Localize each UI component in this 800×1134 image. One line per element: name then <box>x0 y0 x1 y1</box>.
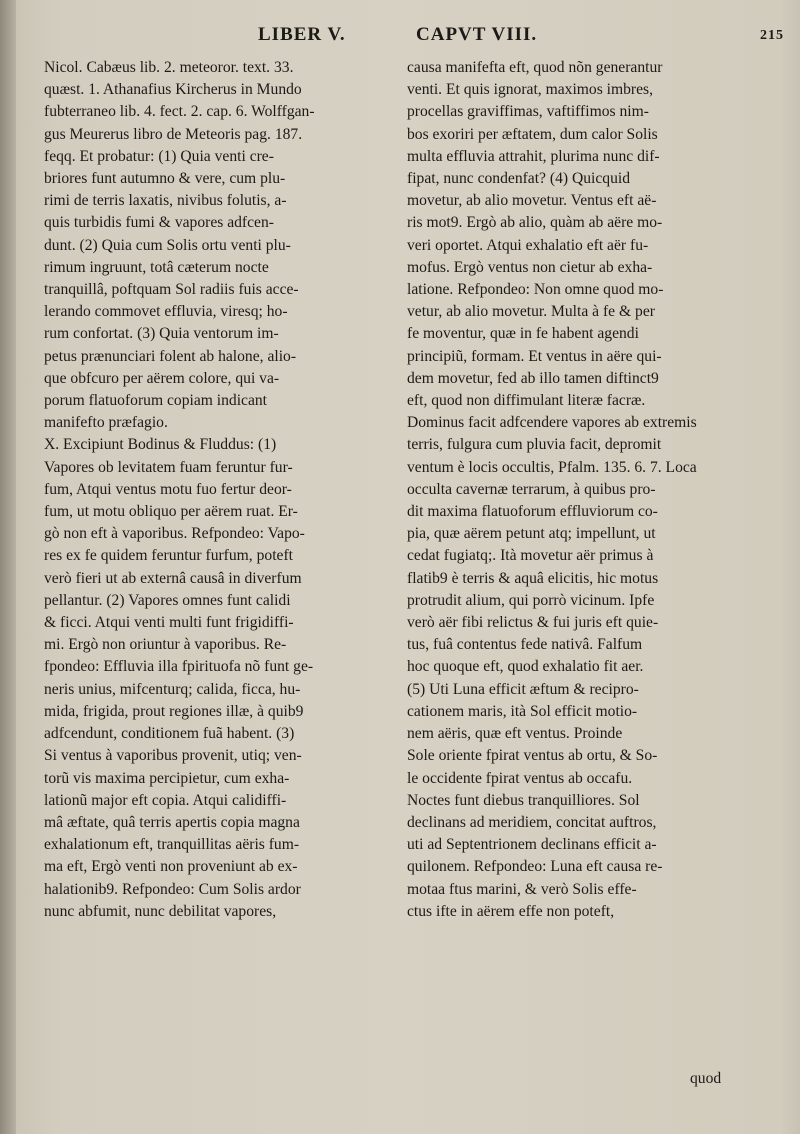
text-line: quilonem. Refpondeo: Luna eft causa re- <box>407 858 663 876</box>
text-line: feqq. Et probatur: (1) Quia venti cre- <box>44 147 274 165</box>
text-line: X. Excipiunt Bodinus & Fluddus: (1) <box>44 436 277 454</box>
text-line: ma eft, Ergò venti non proveniunt ab ex- <box>44 858 298 876</box>
text-line: lationũ major eft copia. Atqui calidiffi- <box>44 791 287 809</box>
text-line: principiũ, formam. Et ventus in aëre qui- <box>407 347 662 365</box>
text-line: flatib9 è terris & aquâ elicitis, hic motus <box>407 569 659 587</box>
text-line: mi. Ergò non oriuntur à vaporibus. Re- <box>44 636 287 654</box>
text-line: pia, quæ aërem petunt atq; impellunt, ut <box>407 525 656 543</box>
text-line: mofus. Ergò ventus non cietur ab exha- <box>407 258 653 276</box>
text-line: rimum ingruunt, totâ cæterum nocte <box>44 258 269 276</box>
text-line: cedat fugiatq;. Ità movetur aër primus à <box>407 547 654 565</box>
page-number: 215 <box>760 28 784 43</box>
text-line: adfcendunt, conditionem fuã habent. (3) <box>44 725 295 743</box>
text-line: fum, ut motu obliquo per aërem ruat. Er- <box>44 503 298 521</box>
text-line: terris, fulgura cum pluvia facit, depromit <box>407 436 662 454</box>
text-line: verò fieri ut ab externâ causâ in diverfum <box>44 569 302 587</box>
text-line: vetur, ab alio movetur. Multa à fe & per <box>407 303 655 321</box>
text-line: Dominus facit adfcendere vapores ab extremis <box>407 414 697 432</box>
text-line: Sole oriente fpirat ventus ab ortu, & So- <box>407 747 658 765</box>
text-line: gò non eft à vaporibus. Refpondeo: Vapo- <box>44 525 305 543</box>
text-line: causa manifefta eft, quod nõn generantur <box>407 59 663 76</box>
text-line: pellantur. (2) Vapores omnes funt calidi <box>44 591 291 609</box>
text-line: & ficci. Atqui venti multi funt frigidiffi- <box>44 614 294 632</box>
text-line: (5) Uti Luna efficit æftum & recipro- <box>407 680 639 698</box>
text-line: nunc abfumit, nunc debilitat vapores, <box>44 902 277 920</box>
text-line: declinans ad meridiem, concitat auftros, <box>407 813 657 831</box>
text-line: multa effluvia attrahit, plurima nunc dif- <box>407 147 660 165</box>
text-line: quæst. 1. Athanafius Kircherus in Mundo <box>44 81 302 99</box>
text-line: occulta cavernæ terrarum, à quibus pro- <box>407 480 656 498</box>
text-line: protrudit alium, qui porrò vicinum. Ipfe <box>407 591 655 609</box>
text-line: motaa ftus marini, & verò Solis effe- <box>407 880 637 898</box>
text-line: ctus ifte in aërem effe non poteft, <box>407 902 615 920</box>
text-line: hoc quoque eft, quod exhalatio fit aer. <box>407 658 644 676</box>
text-line: dunt. (2) Quia cum Solis ortu venti plu- <box>44 236 291 254</box>
text-line: porum flatuoforum copiam indicant <box>44 392 268 410</box>
text-line: tranquillâ, poftquam Sol radiis fuis acce- <box>44 281 299 299</box>
book-spine-shadow <box>0 0 16 1134</box>
text-line: mida, frigida, prout regiones illæ, à quib9 <box>44 702 304 720</box>
text-line: manifefto præfagio. <box>44 414 168 432</box>
text-line: procellas graviffimas, vaftiffimos nim- <box>407 103 649 121</box>
header-book-title: LIBER V. <box>258 24 346 45</box>
text-line: ris mot9. Ergò ab alio, quàm ab aëre mo- <box>407 214 663 232</box>
text-line: que obfcuro per aërem colore, qui va- <box>44 369 280 387</box>
header-chapter-title: CAPVT VIII. <box>416 24 538 45</box>
left-text-column <box>44 57 391 923</box>
text-line: tus, fuâ contentus fede nativâ. Falfum <box>407 636 643 654</box>
running-header <box>0 10 800 60</box>
text-line: verò aër fibi relictus & fui juris eft quie- <box>407 614 659 632</box>
text-line: fipat, nunc condenfat? (4) Quicquid <box>407 170 630 188</box>
right-text-column <box>407 57 765 923</box>
catchword: quod <box>690 1070 722 1087</box>
text-line: exhalationum eft, tranquillitas aëris fum- <box>44 836 300 854</box>
text-line: gus Meurerus libro de Meteoris pag. 187. <box>44 125 303 143</box>
text-line: fubterraneo lib. 4. fect. 2. cap. 6. Wolffgan- <box>44 103 315 121</box>
text-line: rimi de terris laxatis, nivibus folutis, a- <box>44 192 287 210</box>
text-line: fum, Atqui ventus motu fuo fertur deor- <box>44 480 292 498</box>
text-line: halationib9. Refpondeo: Cum Solis ardor <box>44 880 301 898</box>
text-line: dit maxima flatuoforum effluviorum co- <box>407 503 658 521</box>
text-line: le occidente fpirat ventus ab occafu. <box>407 769 633 787</box>
text-line: neris unius, mifcenturq; calida, ficca, hu- <box>44 680 301 698</box>
text-line: Vapores ob levitatem fuam feruntur fur- <box>44 458 293 476</box>
text-line: lerando commovet effluvia, viresq; ho- <box>44 303 288 321</box>
text-line: petus prænunciari folent ab halone, alio- <box>44 347 297 365</box>
text-line: veri oportet. Atqui exhalatio eft aër fu- <box>407 236 649 254</box>
text-line: bos exoriri per æftatem, dum calor Solis <box>407 125 658 143</box>
text-line: Si ventus à vaporibus provenit, utiq; ven- <box>44 747 302 765</box>
text-line: res ex fe quidem feruntur furfum, poteft <box>44 547 293 565</box>
text-line: eft, quod non diffimulant literæ facræ. <box>407 392 646 410</box>
text-line: latione. Refpondeo: Non omne quod mo- <box>407 281 664 299</box>
text-line: Nicol. Cabæus lib. 2. meteoror. text. 33. <box>44 59 294 76</box>
text-line: movetur, ab alio movetur. Ventus eft aë- <box>407 192 657 210</box>
text-line: dem movetur, fed ab illo tamen diftinct9 <box>407 369 659 387</box>
text-line: rum confortat. (3) Quia ventorum im- <box>44 325 279 343</box>
text-line: venti. Et quis ignorat, maximos imbres, <box>407 81 654 99</box>
text-line: nem aëris, quæ eft ventus. Proinde <box>407 725 623 743</box>
text-line: fpondeo: Effluvia illa fpirituofa nõ funt ge- <box>44 658 314 676</box>
text-line: torũ vis maxima percipietur, cum exha- <box>44 769 290 787</box>
text-line: quis turbidis fumi & vapores adfcen- <box>44 214 274 232</box>
text-line: ventum è locis occultis, Pfalm. 135. 6. 7. Loca <box>407 458 697 476</box>
text-line: fe moventur, quæ in fe habent agendi <box>407 325 639 343</box>
text-line: cationem maris, ità Sol efficit motio- <box>407 702 638 720</box>
text-line: mâ æftate, quâ terris apertis copia magna <box>44 813 300 831</box>
text-line: Noctes funt diebus tranquilliores. Sol <box>407 791 640 809</box>
text-line: briores funt autumno & vere, cum plu- <box>44 170 286 188</box>
text-line: uti ad Septentrionem declinans efficit a- <box>407 836 657 854</box>
